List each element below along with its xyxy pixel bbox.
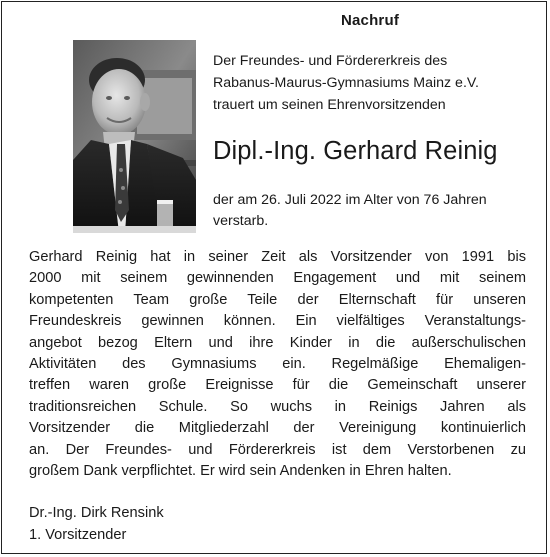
signature-block — [29, 502, 164, 546]
intro-block — [213, 50, 533, 116]
body-line: angebot bezog Eltern und ihre Kinder in die außerschulischen — [29, 334, 526, 351]
signer-role: 1. Vorsitzender — [29, 527, 127, 543]
body-line: traditionsreichen Schule. So wuchs in Reinigs Jahren als — [29, 398, 526, 415]
intro-line: trauert um seinen Ehrenvorsitzenden — [213, 97, 446, 113]
body-line: Vorsitzender die Mitgliederzahl der Vereinigung kontinuierlich — [29, 420, 526, 437]
obituary-heading: Nachruf — [340, 12, 400, 29]
deceased-name: Dipl.-Ing. Gerhard Reinig — [213, 137, 498, 165]
death-line: der am 26. Juli 2022 im Alter von 76 Jahren — [213, 192, 487, 208]
body-line: kompetenten Team große Teile der Elternschaft für unseren — [29, 291, 526, 308]
body-line: an. Der Freundes- und Fördererkreis ist dem Verstorbenen zu — [29, 441, 526, 458]
obituary-body — [29, 247, 526, 482]
intro-line: Rabanus-Maurus-Gymnasiums Mainz e.V. — [213, 75, 479, 91]
body-line: Gerhard Reinig hat in seiner Zeit als Vorsitzender von 1991 bis — [29, 249, 526, 265]
body-line: 2000 mit seinem gewinnenden Engagement und mit seinem — [29, 270, 526, 287]
portrait-photo — [73, 40, 196, 233]
signer-name: Dr.-Ing. Dirk Rensink — [29, 505, 164, 521]
body-line: Aktivitäten des Gymnasiums ein. Regelmäßige Ehemaligen- — [29, 356, 526, 373]
body-line: Freundeskreis gewinnen können. Ein vielfältiges Veranstaltungs- — [29, 313, 526, 330]
body-line: großem Dank verpflichtet. Er wird sein Andenken in Ehren halten. — [29, 463, 452, 480]
death-line: verstarb. — [213, 213, 269, 229]
death-notice — [213, 190, 487, 232]
intro-line: Der Freundes- und Fördererkreis des — [213, 53, 448, 69]
body-line: treffen waren große Ereignisse für die Gemeinschaft unserer — [29, 377, 526, 394]
obituary-frame — [1, 1, 547, 554]
